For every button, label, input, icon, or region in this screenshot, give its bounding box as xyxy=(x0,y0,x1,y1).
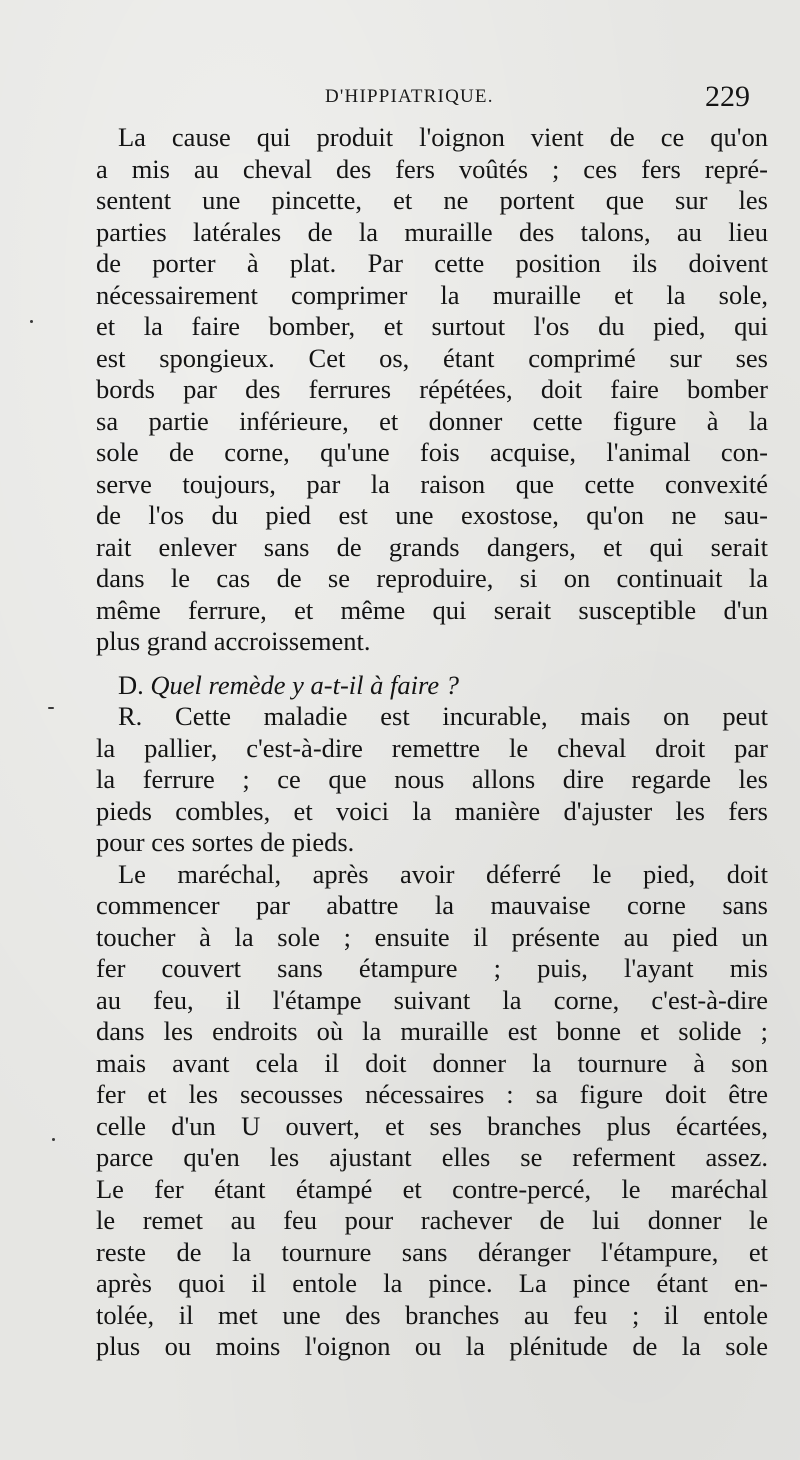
text-line: après quoi il entole la pince. La pince étant en- xyxy=(96,1268,768,1298)
paragraph-marechal xyxy=(96,859,768,1363)
text-line: serve toujours, par la raison que cette convexité xyxy=(96,468,768,499)
text-line: pour ces sortes de pieds. xyxy=(96,827,355,857)
text-line: La cause qui produit l'oignon vient de ce qu'on xyxy=(118,122,768,152)
running-head: D'HIPPIATRIQUE. xyxy=(325,86,494,107)
text-line: celle d'un U ouvert, et ses branches plus écartées, xyxy=(96,1110,768,1141)
text-line: dans les endroits où la muraille est bonne et solide ; xyxy=(96,1016,768,1046)
text-line: commencer par abattre la mauvaise corne sans xyxy=(96,890,768,920)
text-line: fer et les secousses nécessaires : sa figure doit être xyxy=(96,1079,768,1109)
question-line xyxy=(96,670,768,702)
text-line: même ferrure, et même qui serait susceptible d'un xyxy=(96,594,768,625)
text-line: toucher à la sole ; ensuite il présente au pied un xyxy=(96,921,768,952)
text-line: mais avant cela il doit donner la tournure à son xyxy=(96,1047,768,1078)
question-text: Quel remède y a-t-il à faire ? xyxy=(150,669,459,700)
text-line: de l'os du pied est une exostose, qu'on ne sau- xyxy=(96,500,768,530)
body-text xyxy=(96,122,768,1363)
text-line: au feu, il l'étampe suivant la corne, c'est-à-dire xyxy=(96,984,768,1015)
text-line: plus ou moins l'oignon ou la plénitude de la sole xyxy=(96,1331,768,1361)
paper-speck xyxy=(48,707,54,709)
paper-speck xyxy=(52,1138,55,1141)
paragraph-cause xyxy=(96,122,768,658)
text-line: de porter à plat. Par cette position ils doivent xyxy=(96,248,768,278)
page-number: 229 xyxy=(705,80,750,113)
text-line: la pallier, c'est-à-dire remettre le cheval droit par xyxy=(96,732,768,763)
question-label: D. xyxy=(118,669,144,700)
paper-speck xyxy=(30,320,33,323)
text-line: bords par des ferrures répétées, doit faire bomber xyxy=(96,374,768,404)
text-line: reste de la tournure sans déranger l'étampure, et xyxy=(96,1236,768,1267)
text-line: Le maréchal, après avoir déferré le pied, doit xyxy=(118,858,768,889)
text-line: pieds combles, et voici la manière d'ajuster les fers xyxy=(96,795,768,826)
text-line: Le fer étant étampé et contre-percé, le maréchal xyxy=(96,1173,768,1204)
text-line: sa partie inférieure, et donner cette figure à la xyxy=(96,405,768,436)
text-line: est spongieux. Cet os, étant comprimé sur ses xyxy=(96,342,768,373)
text-line: dans le cas de se reproduire, si on continuait la xyxy=(96,563,768,593)
text-line: et la faire bomber, et surtout l'os du pied, qui xyxy=(96,311,768,341)
text-line: sole de corne, qu'une fois acquise, l'animal con- xyxy=(96,437,768,467)
paragraph-answer xyxy=(96,701,768,859)
text-line: parce qu'en les ajustant elles se referment assez. xyxy=(96,1142,768,1172)
text-line: rait enlever sans de grands dangers, et qui serait xyxy=(96,531,768,562)
text-line: la ferrure ; ce que nous allons dire regarde les xyxy=(96,764,768,794)
text-line: a mis au cheval des fers voûtés ; ces fers repré- xyxy=(96,153,768,184)
text-line: tolée, il met une des branches au feu ; il entole xyxy=(96,1299,768,1330)
text-line: sentent une pincette, et ne portent que sur les xyxy=(96,185,768,215)
text-line: le remet au feu pour rachever de lui donner le xyxy=(96,1205,768,1235)
text-line: parties latérales de la muraille des talons, au lieu xyxy=(96,216,768,247)
text-line: fer couvert sans étampure ; puis, l'ayant mis xyxy=(96,953,768,983)
text-line: plus grand accroissement. xyxy=(96,626,371,656)
text-line: nécessairement comprimer la muraille et la sole, xyxy=(96,279,768,310)
text-line: R. Cette maladie est incurable, mais on peut xyxy=(118,701,768,731)
